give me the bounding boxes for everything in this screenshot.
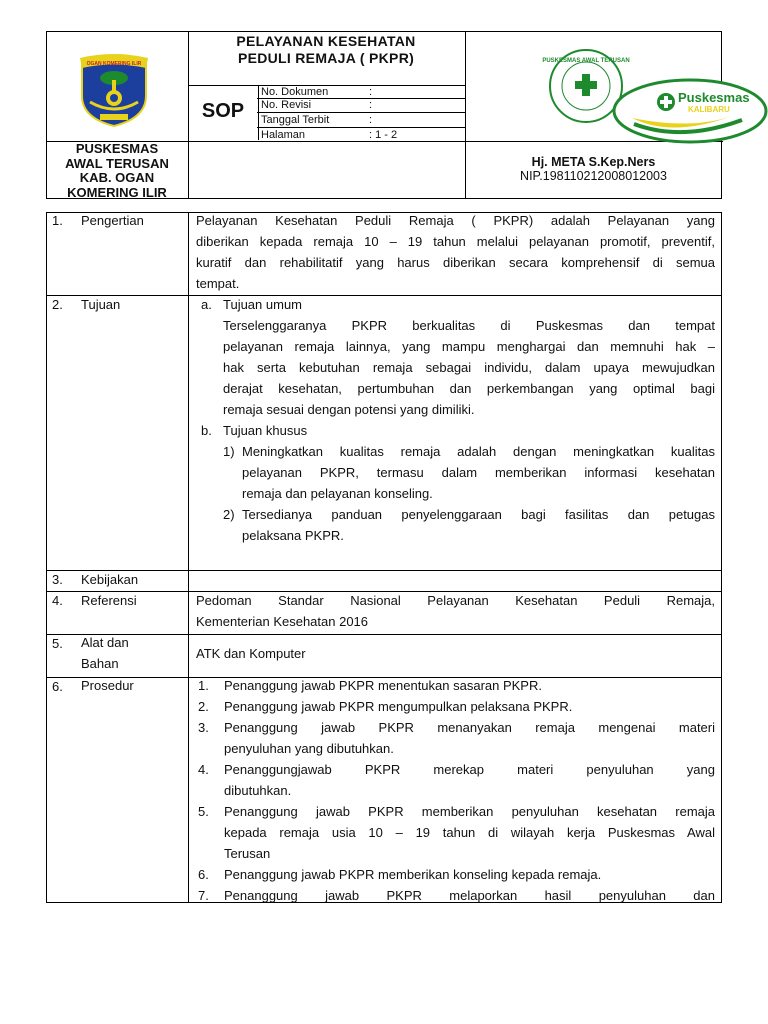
meta-label: Halaman <box>261 129 306 141</box>
tujuan-khusus-line: remaja dan pelayanan konseling. <box>242 486 433 501</box>
title-line: PELAYANAN KESEHATAN <box>236 33 416 49</box>
tujuan-khusus-title: Tujuan khusus <box>223 423 308 438</box>
row-label-tujuan: Tujuan <box>81 297 121 312</box>
row-number: 3. <box>52 572 63 587</box>
row-label-kebijakan: Kebijakan <box>81 572 139 587</box>
list-marker: 4. <box>198 762 209 777</box>
list-marker: 5. <box>198 804 209 819</box>
pengertian-line: tempat. <box>196 276 240 291</box>
org-line: KAB. OGAN <box>79 170 155 185</box>
tujuan-khusus-line: Meningkatkan kualitas remaja adalah dengan meningkatkan kualitas <box>242 444 715 459</box>
divider <box>188 213 189 902</box>
meta-row-no-dokumen <box>257 85 465 99</box>
prosedur-line: kepada remaja usia 10 – 19 tahun di wilayah kerja Puskesmas Awal <box>224 825 715 840</box>
list-marker: 2. <box>198 699 209 714</box>
prosedur-line: Penanggung jawab PKPR menanyakan remaja mengenai materi <box>224 720 715 735</box>
tujuan-khusus-line: Tersedianya panduan penyelenggaraan bagi fasilitas dan petugas <box>242 507 715 522</box>
tujuan-umum-line: derajat kesehatan, pertumbuhan dan perkembangan yang optimal bagi <box>223 381 715 396</box>
meta-value: : 1 - 2 <box>369 129 398 141</box>
row-number: 6. <box>52 679 63 694</box>
list-marker: 3. <box>198 720 209 735</box>
org-line: AWAL TERUSAN <box>65 155 169 171</box>
list-marker: a. <box>201 297 212 312</box>
document-title <box>188 33 464 67</box>
meta-label: No. Dokumen <box>261 86 329 98</box>
svg-text:PUSKESMAS AWAL TERUSAN: PUSKESMAS AWAL TERUSAN <box>542 58 630 64</box>
signatory-name: Hj. META S.Kep.Ners <box>531 155 656 169</box>
prosedur-line: penyuluhan yang dibutuhkan. <box>224 741 394 756</box>
tujuan-khusus-line: pelaksana PKPR. <box>242 528 344 543</box>
tujuan-umum-line: remaja sesuai dengan potensi yang dimiliki. <box>223 402 475 417</box>
tujuan-umum-line: pelayanan remaja lainnya, yang mampu menghargai dan memnuhi hak – <box>223 339 715 354</box>
svg-text:KALIBARU: KALIBARU <box>688 105 730 114</box>
tujuan-khusus-line: pelayanan PKPR, termasu dalam memberikan informasi kesehatan <box>242 465 715 480</box>
prosedur-line: Penanggungjawab PKPR merekap materi penyuluhan yang <box>224 762 715 777</box>
pengertian-line: kuratif dan rehabilitatif yang harus diberikan secara komprehensif di semua <box>196 255 715 270</box>
org-line: PUSKESMAS <box>75 141 159 156</box>
row-number: 2. <box>52 297 63 312</box>
pengertian-line: Pelayanan Kesehatan Peduli Remaja ( PKPR) adalah Pelayanan yang <box>196 213 715 228</box>
prosedur-line: dibutuhkan. <box>224 783 292 798</box>
puskesmas-kalibaru-logo <box>612 78 768 144</box>
prosedur-line: Terusan <box>224 846 271 861</box>
meta-value: : <box>369 86 373 98</box>
meta-label: No. Revisi <box>261 99 312 111</box>
row-number: 5. <box>52 636 63 651</box>
list-marker: 1) <box>223 444 235 459</box>
list-marker: 6. <box>198 867 209 882</box>
row-label-bahan: Bahan <box>81 656 119 671</box>
svg-text:Puskesmas: Puskesmas <box>678 90 750 105</box>
meta-value: : <box>369 99 373 111</box>
meta-label: Tanggal Terbit <box>261 114 330 126</box>
meta-row-tanggal-terbit <box>257 113 465 127</box>
tujuan-umum-line: hak serta kebutuhan remaja sebagai individu, dalam upaya mewujudkan <box>223 360 715 375</box>
ogan-komering-ilir-logo <box>76 52 152 128</box>
svg-text:OGAN KOMERING ILIR: OGAN KOMERING ILIR <box>86 61 142 67</box>
org-line: KOMERING ILIR <box>67 184 167 200</box>
meta-row-halaman <box>257 128 465 142</box>
pengertian-line: diberikan kepada remaja 10 – 19 tahun melalui pelayanan promotif, preventif, <box>196 234 715 249</box>
meta-row-no-revisi <box>257 98 465 112</box>
referensi-line: Kementerian Kesehatan 2016 <box>196 614 369 629</box>
prosedur-line: Penanggung jawab PKPR memberikan konseling kepada remaja. <box>224 867 602 882</box>
list-marker: b. <box>201 423 212 438</box>
prosedur-line: Penanggung jawab PKPR memberikan penyuluhan kesehatan remaja <box>224 804 715 819</box>
list-marker: 7. <box>198 888 209 903</box>
row-label-alat: Alat dan <box>81 635 129 650</box>
row-label-pengertian: Pengertian <box>81 213 144 228</box>
list-marker: 2) <box>223 507 235 522</box>
prosedur-line: Penanggung jawab PKPR mengumpulkan pelaksana PKPR. <box>224 699 573 714</box>
row-number: 1. <box>52 213 63 228</box>
meta-value: : <box>369 114 373 126</box>
list-marker: 1. <box>198 678 209 693</box>
row-number: 4. <box>52 593 63 608</box>
tujuan-umum-line: Terselenggaranya PKPR berkualitas di Puskesmas dan tempat <box>223 318 715 333</box>
sop-label: SOP <box>201 100 245 122</box>
prosedur-line: Penanggung jawab PKPR menentukan sasaran PKPR. <box>224 678 542 693</box>
title-line: PEDULI REMAJA ( PKPR) <box>237 50 415 66</box>
row-label-referensi: Referensi <box>81 593 137 608</box>
tujuan-umum-title: Tujuan umum <box>223 297 302 312</box>
referensi-line: Pedoman Standar Nasional Pelayanan Kesehatan Peduli Remaja, <box>196 593 715 608</box>
row-label-prosedur: Prosedur <box>81 678 134 693</box>
organization-name <box>46 142 188 200</box>
prosedur-line: Penanggung jawab PKPR melaporkan hasil penyuluhan dan <box>224 888 715 903</box>
signatory-nip: NIP.198110212008012003 <box>520 169 667 183</box>
alat-text: ATK dan Komputer <box>196 646 306 661</box>
